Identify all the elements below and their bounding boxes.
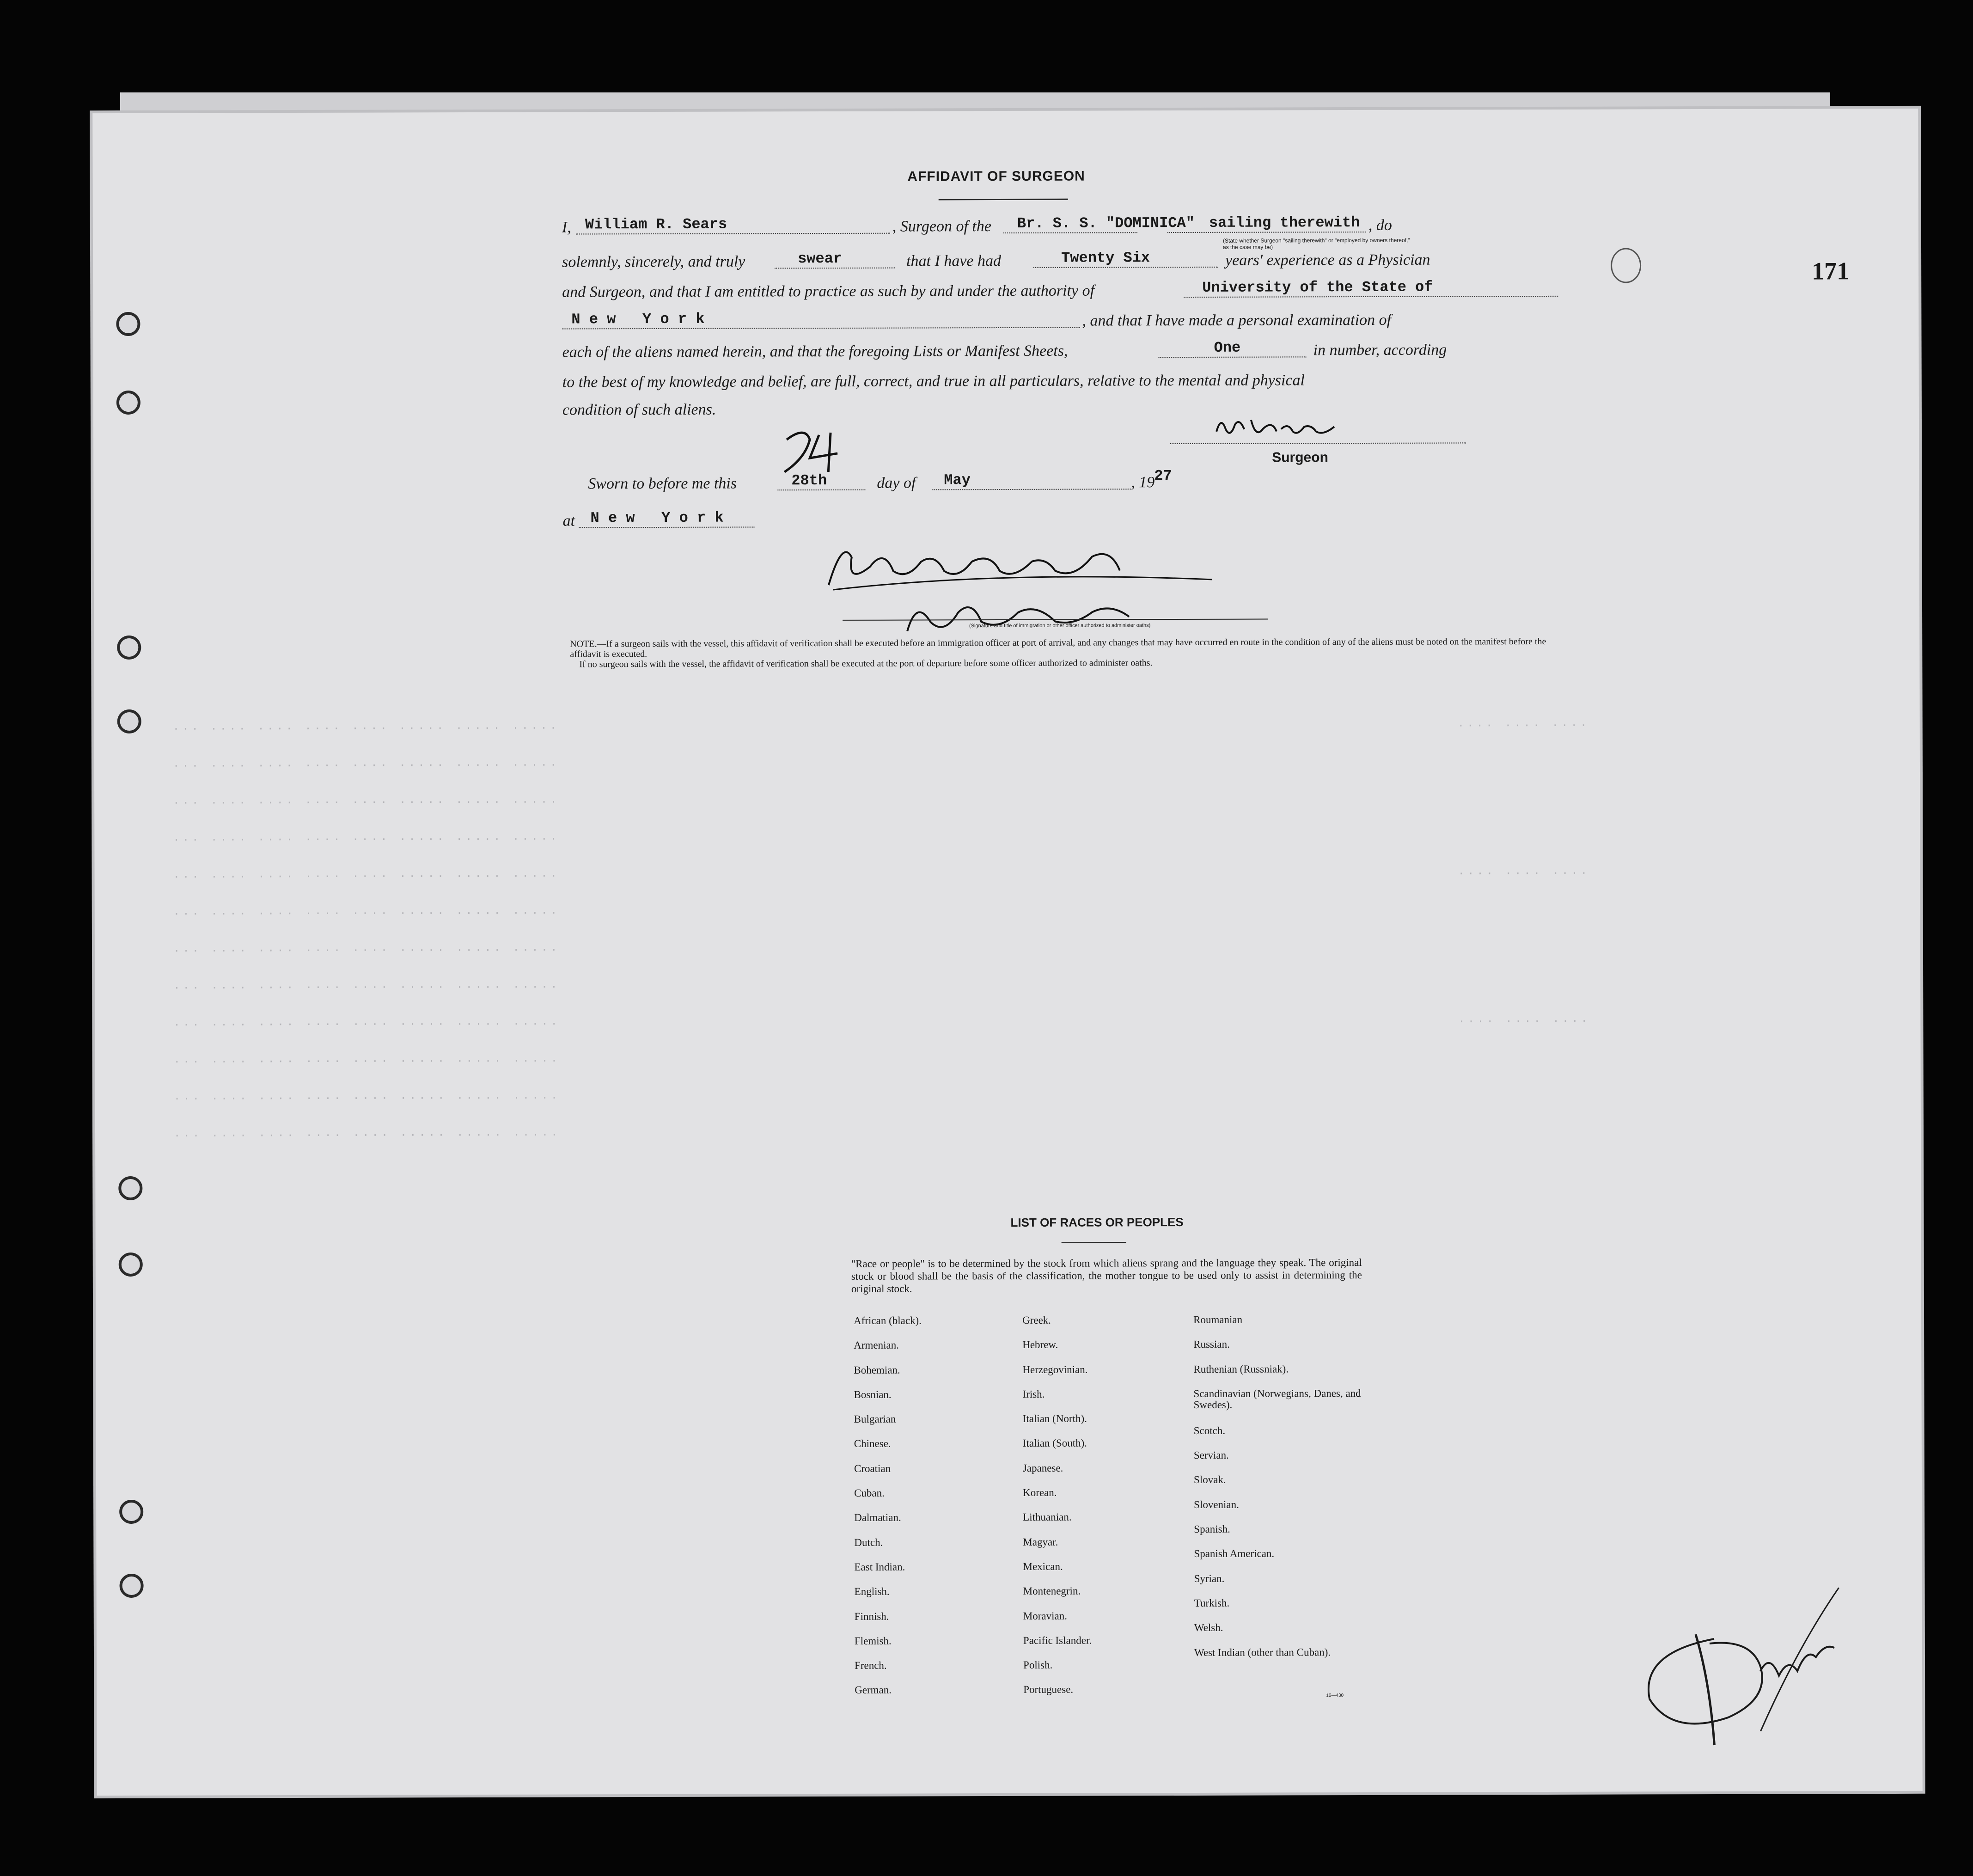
sworn-month: May	[944, 471, 971, 489]
race-item: Dutch.	[854, 1536, 883, 1548]
race-item: Russian.	[1193, 1338, 1230, 1350]
ghost-row: ··· ···· ···· ···· ···· ····· ····· ·····	[173, 833, 560, 847]
surgeon-name: William R. Sears	[585, 215, 727, 233]
race-item: Montenegrin.	[1023, 1585, 1081, 1597]
race-item: Dalmatian.	[854, 1511, 901, 1524]
ghost-row: ··· ···· ···· ···· ···· ····· ····· ·····	[173, 870, 560, 884]
years-count: Twenty Six	[1061, 249, 1150, 267]
race-item: Herzegovinian.	[1022, 1363, 1088, 1375]
ghost-row: ··· ···· ···· ···· ···· ····· ····· ·····	[172, 722, 560, 736]
race-item: Syrian.	[1194, 1572, 1225, 1584]
race-item: Roumanian	[1193, 1314, 1243, 1326]
affidavit-line-5	[562, 338, 1561, 364]
race-item: Spanish.	[1194, 1523, 1230, 1535]
manifest-page	[92, 109, 1923, 1796]
race-item: Servian.	[1193, 1449, 1229, 1461]
ghost-row: ··· ···· ···· ···· ···· ····· ····· ·····	[173, 1055, 561, 1069]
affidavit-line-3	[562, 278, 1560, 304]
sheets-count: One	[1214, 339, 1241, 356]
line5-suffix: in number, according	[1313, 341, 1447, 359]
handwritten-day	[777, 426, 856, 477]
race-item: Portuguese.	[1023, 1684, 1074, 1696]
line5-prefix: each of the aliens named herein, and that the foregoing Lists or Manifest Sheets,	[562, 342, 1068, 361]
race-item: Bohemian.	[854, 1364, 900, 1376]
sailing-status: sailing therewith	[1209, 214, 1360, 232]
binder-hole	[119, 1500, 143, 1524]
line2-prefix: solemnly, sincerely, and truly	[562, 253, 745, 271]
race-item: Pacific Islander.	[1023, 1634, 1092, 1646]
race-item: Italian (North).	[1022, 1412, 1087, 1425]
race-item: Chinese.	[854, 1438, 891, 1450]
ghost-row: ··· ···· ···· ···· ···· ····· ····· ·····	[174, 1129, 561, 1143]
form-code: 16—430	[1326, 1693, 1344, 1699]
ghost-row: ··· ···· ···· ···· ···· ····· ····· ·····	[172, 759, 560, 773]
affidavit-line-1	[562, 214, 1560, 239]
authority-part1: University of the State of	[1202, 278, 1433, 296]
affidavit-title: AFFIDAVIT OF SURGEON	[907, 168, 1085, 184]
race-item: Cuban.	[854, 1487, 885, 1499]
binder-hole	[116, 391, 140, 415]
oath-word: swear	[798, 250, 843, 268]
race-item: Slovak.	[1193, 1474, 1226, 1486]
race-item: Bulgarian	[854, 1413, 896, 1425]
line3-prefix: and Surgeon, and that I am entitled to practice as such by and under the authority of	[562, 282, 1095, 301]
handwritten-annotation	[1622, 1578, 1863, 1754]
race-item: Magyar.	[1023, 1536, 1058, 1548]
race-item: Japanese.	[1022, 1462, 1063, 1474]
ghost-row: ··· ···· ···· ···· ···· ····· ····· ·····	[173, 981, 560, 995]
page-number: 171	[1812, 257, 1850, 285]
race-item: Welsh.	[1194, 1622, 1223, 1634]
line1-suffix: , do	[1368, 216, 1392, 234]
sworn-year: 27	[1154, 467, 1172, 485]
race-item: Greek.	[1022, 1314, 1051, 1326]
affidavit-line-6: to the best of my knowledge and belief, are full, correct, and true in all particulars, relative to the mental and physical	[562, 372, 1305, 391]
race-item: Lithuanian.	[1023, 1511, 1072, 1523]
line1-mid: , Surgeon of the	[892, 218, 991, 235]
race-item: Bosnian.	[854, 1388, 892, 1400]
race-item: West Indian (other than Cuban).	[1194, 1646, 1331, 1658]
ghost-row: ··· ···· ···· ···· ···· ····· ····· ·····	[173, 944, 560, 958]
race-item: Moravian.	[1023, 1610, 1067, 1622]
races-column-1	[854, 1315, 1007, 1710]
race-item: German.	[855, 1684, 892, 1696]
race-item: Polish.	[1023, 1659, 1053, 1671]
race-item: Italian (South).	[1022, 1437, 1087, 1449]
surgeon-label: Surgeon	[1272, 450, 1328, 465]
race-item: Scandinavian (Norwegians, Danes, and Swedes).	[1193, 1387, 1361, 1411]
ghost-row: ··· ···· ···· ···· ···· ····· ····· ·····	[173, 907, 560, 921]
authority-part2: N e w Y o r k	[571, 310, 705, 328]
race-item: Irish.	[1022, 1388, 1045, 1400]
ghost-row: ··· ···· ···· ···· ···· ····· ····· ·····	[173, 1092, 561, 1106]
line2-suffix: years' experience as a Physician	[1225, 251, 1430, 269]
ghost-row: ··· ···· ···· ···· ···· ····· ····· ·····	[173, 796, 560, 810]
race-item: Mexican.	[1023, 1560, 1063, 1572]
race-item: Flemish.	[854, 1635, 892, 1647]
sworn-day-word: day of	[877, 474, 916, 492]
race-item: French.	[855, 1659, 887, 1672]
ghost-row: ···· ···· ····	[1458, 1015, 1591, 1028]
binder-hole	[120, 1574, 144, 1598]
race-item: East Indian.	[854, 1561, 905, 1573]
race-item: Armenian.	[854, 1339, 899, 1351]
place-name: N e w Y o r k	[590, 509, 724, 527]
place-prefix: at	[562, 512, 575, 530]
sworn-year-prefix: , 19	[1131, 474, 1155, 491]
officer-caption: (Signature and title of immigration or other officer authorized to administer oaths)	[969, 623, 1151, 629]
race-item: African (black).	[854, 1314, 922, 1326]
race-item: Finnish.	[854, 1610, 889, 1622]
race-item: Slovenian.	[1194, 1498, 1239, 1510]
binder-hole	[117, 709, 141, 733]
vessel-name: Br. S. S. "DOMINICA"	[1017, 214, 1195, 232]
race-item: English.	[854, 1585, 890, 1598]
binder-hole	[118, 1176, 142, 1200]
race-item: Ruthenian (Russniak).	[1193, 1363, 1289, 1375]
races-title: LIST OF RACES OR PEOPLES	[1010, 1215, 1184, 1229]
race-item: Turkish.	[1194, 1597, 1230, 1609]
race-item: Hebrew.	[1022, 1339, 1058, 1351]
race-item: Korean.	[1023, 1486, 1057, 1498]
binder-hole	[117, 636, 141, 660]
affidavit-note	[570, 636, 1568, 670]
races-title-rule	[1062, 1242, 1126, 1243]
title-rule	[939, 199, 1068, 201]
race-item: Scotch.	[1193, 1424, 1226, 1436]
affidavit-line-4	[562, 308, 1560, 334]
sworn-line	[588, 467, 1586, 496]
races-column-3	[1193, 1314, 1379, 1672]
affidavit-line-2	[562, 248, 1560, 274]
sailing-note: (State whether Surgeon "sailing therewith" or "employed by owners thereof," as the case may be)	[1222, 237, 1410, 251]
ghost-row: ··· ···· ···· ···· ···· ····· ····· ·····	[173, 1018, 560, 1032]
binder-hole	[116, 312, 140, 336]
ghost-row: ···· ···· ····	[1458, 867, 1590, 880]
race-item: Croatian	[854, 1462, 891, 1474]
races-column-2	[1022, 1314, 1180, 1709]
ghost-row: ···· ···· ····	[1457, 719, 1590, 733]
line1-prefix: I,	[562, 219, 571, 236]
note-line-2: If no surgeon sails with the vessel, the affidavit of verification shall be executed at the port of departure before some officer authorized to administer oaths.	[579, 658, 1153, 670]
binder-hole	[119, 1253, 143, 1277]
races-intro: "Race or people" is to be determined by the stock from which aliens sprang and the language they speak. The original stock or blood shall be the basis of the classification, the mother tongue to be used only to assist in determining the original stock.	[851, 1256, 1362, 1295]
sworn-prefix: Sworn to before me this	[588, 475, 737, 493]
circled-mark	[1611, 248, 1641, 283]
surgeon-signature-line	[1170, 428, 1466, 444]
sworn-day: 28th	[791, 472, 827, 489]
note-line-1: NOTE.—If a surgeon sails with the vessel, this affidavit of verification shall be executed before an immigration officer at port of arrival, and any changes that may have occurred en route in the condition of any of the aliens must be noted on the manifest before the affidavit is executed.	[570, 636, 1546, 660]
race-item: Spanish American.	[1194, 1547, 1275, 1560]
affidavit-line-7: condition of such aliens.	[562, 401, 716, 419]
line4-suffix: , and that I have made a personal examination of	[1082, 311, 1392, 330]
line2-mid: that I have had	[906, 252, 1002, 270]
